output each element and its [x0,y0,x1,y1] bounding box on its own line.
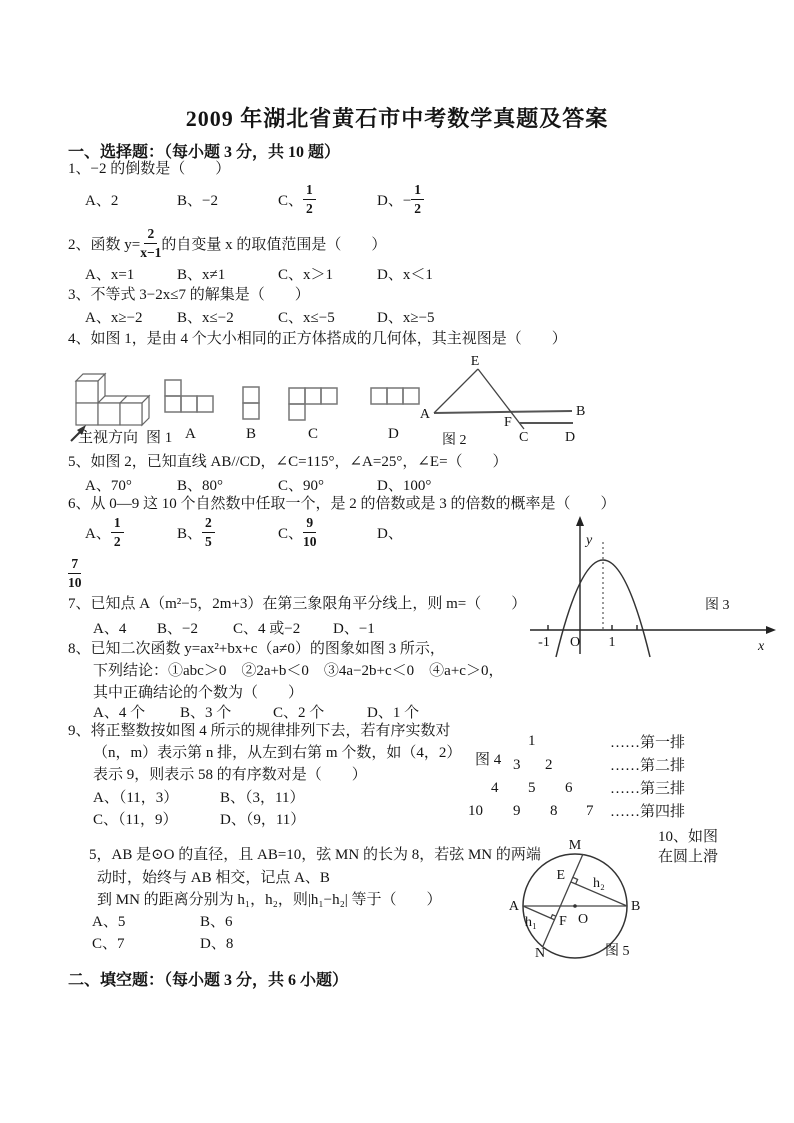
figure3-parabola [520,512,785,662]
q6-b-fraction: $\frac{2}{5}$ [202,515,215,549]
q10-option-d: D、8 [200,935,234,952]
q5-options [85,474,431,494]
q9-option-c: C、（11，9） [93,811,178,828]
figure2-triangle [420,352,600,447]
q3-stem: 3、不等式 3−2x≤7 的解集是（ ） [68,287,310,303]
q1-option-b: B、−2 [177,192,218,209]
q10-options-row2 [92,932,233,952]
fig5-point-n: N [535,946,546,961]
fig3-tick-1: 1 [608,635,616,650]
q8-line2: 下列结论：①abc＞0 ②2a+b＜0 ③4a−2b+c＜0 ④a+c＞0， [93,663,504,679]
fig4-row1-label: ……第一排 [610,735,686,751]
q6-wrapped-fraction: $\frac{7}{10}$ [68,556,82,590]
q3-option-c: C、x≤−5 [278,309,335,326]
fig4-row4-label: ……第四排 [610,804,686,820]
fig2-point-e: E [470,354,480,369]
fig5-point-f: F [559,914,567,929]
fig-option-b-label: B [246,426,257,442]
fig2-point-b: B [576,404,586,419]
q7-options [93,617,375,637]
figure5-circle [505,832,665,967]
q3-options [85,306,435,326]
q9-line2: （n，m）表示第 n 排，从左到右第 m 个数，如（4，2） [93,745,462,761]
fig4-row2-label: ……第二排 [610,758,686,774]
q9-options-row1 [93,786,304,806]
fig5-point-m: M [568,838,582,853]
q2-option-a: A、x=1 [85,266,135,283]
fig3-tick-neg1: -1 [538,635,550,650]
fig3-x-label: x [758,639,765,654]
q10-option-c: C、7 [92,935,125,952]
fig4-n3: 3 [513,757,521,773]
q7-option-d: D、−1 [333,620,375,637]
q9-line3: 表示 9，则表示 58 的有序数对是（ ） [93,767,367,783]
q6-option-d: D、 [377,525,403,542]
q1-d-fraction: $\frac{1}{2}$ [411,182,424,216]
fig4-caption: 图 4 [475,752,502,768]
q9-option-a: A、（11，3） [93,789,179,806]
q1-option-a: A、2 [85,192,119,209]
x-axis-arrow-icon [766,626,776,634]
fig3-y-label: y [586,533,593,548]
fig-option-a-label: A [185,426,196,442]
y-axis-arrow-icon [576,516,584,526]
q9-options-row2 [93,808,305,828]
q1-c-fraction: $\frac{1}{2}$ [303,182,316,216]
page-title: 2009 年湖北省黄石市中考数学真题及答案 [185,106,609,131]
q8-option-a: A、4 个 [93,704,146,721]
q8-line1: 8、已知二次函数 y=ax²+bx+c（a≠0）的图象如图 3 所示， [68,641,445,657]
fig4-n5: 5 [528,780,536,796]
fig2-point-a: A [419,407,430,422]
q9-line1: 9、将正整数按如图 4 所示的规律排列下去，若有序实数对 [68,723,451,739]
option-b-shape [242,386,262,422]
fig5-point-o: O [578,912,589,927]
section1-header: 一、选择题：（每小题 3 分，共 10 题） [68,144,341,161]
fig4-n6: 6 [565,780,573,796]
fig5-caption: 图 5 [605,944,630,959]
q10-options-row1 [92,910,233,930]
q6-option-b: B、 $\frac{2}{5}$ [177,515,278,549]
fig4-n9: 9 [513,803,521,819]
q10-line3: 到 MN 的距离分别为 h₁，h₂，则|h₁−h₂| 等于（ ） [97,892,442,908]
q5-option-a: A、70° [85,477,132,494]
q6-stem: 6、从 0—9 这 10 个自然数中任取一个，是 2 的倍数或是 3 的倍数的概率是（ ） [68,496,616,512]
q7-option-c: C、4 或−2 [233,620,301,637]
fig3-caption: 图 3 [705,598,730,613]
q2-option-b: B、x≠1 [177,266,226,283]
fig3-origin: O [570,635,581,650]
fig1-caption: 图 1 [146,430,173,446]
option-c-shape [288,387,340,423]
fig2-point-c: C [519,430,529,445]
q10-side-text1: 10、如图 [658,829,719,845]
q6-option-c: C、 $\frac{9}{10}$ [278,514,317,549]
fig-option-c-label: C [308,426,319,442]
fig4-n4: 4 [491,780,499,796]
fig4-n10: 10 [468,803,483,819]
fig5-h2-label: h₂ [593,876,605,891]
q8-line3: 其中正确结论的个数为（ ） [93,685,304,701]
q10-option-b: B、6 [200,913,233,930]
q6-option-a: A、 $\frac{1}{2}$ [85,515,177,549]
q4-stem: 4、如图 1，是由 4 个大小相同的正方体搭成的几何体，其主视图是（ ） [68,331,567,347]
fig2-caption: 图 2 [442,433,467,448]
q7-option-a: A、4 [93,620,127,637]
q2-stem: 2、函数 y= $\frac{2}{x-1}$ 的自变量 x 的取值范围是（ ） [68,225,387,260]
fig1-arrow-label: 主视方向 [78,430,139,446]
q5-option-b: B、80° [177,477,224,494]
q1-options [85,182,424,216]
fig4-n7: 7 [586,803,594,819]
fig4-n1: 1 [528,733,536,749]
q2-options [85,263,433,283]
fig5-point-a: A [508,899,519,914]
q6-options [85,514,403,550]
q8-option-d: D、1 个 [367,704,420,721]
q3-option-b: B、x≤−2 [177,309,234,326]
q10-line1: 5，AB 是⊙O 的直径，且 AB=10，弦 MN 的长为 8，若弦 MN 的两端 [89,847,541,863]
q2-fraction: $\frac{2}{x-1}$ [140,225,162,260]
q9-option-b: B、（3，11） [220,789,305,806]
option-a-shape [164,379,216,415]
q2-option-d: D、x＜1 [377,266,433,283]
fig5-point-e: E [556,868,565,883]
fig5-point-b: B [631,899,641,914]
q3-option-d: D、x≥−5 [377,309,435,326]
q7-option-b: B、−2 [157,620,198,637]
q5-option-d: D、100° [377,477,432,494]
q5-stem: 5、如图 2，已知直线 AB//CD，∠C=115°，∠A=25°，∠E=（ ） [68,454,508,470]
fig-option-d-label: D [388,426,399,442]
q6-a-fraction: $\frac{1}{2}$ [111,515,124,549]
fig4-n8: 8 [550,803,558,819]
q8-option-c: C、2 个 [273,704,325,721]
q2-option-c: C、x＞1 [278,266,334,283]
q6-c-fraction: $\frac{9}{10}$ [303,514,317,549]
q1-option-d: D、− $\frac{1}{2}$ [377,182,424,216]
fig2-point-f: F [504,415,512,430]
q5-option-c: C、90° [278,477,325,494]
option-d-shape [370,387,422,407]
q10-option-a: A、5 [92,913,126,930]
q1-stem: 1、−2 的倒数是（ ） [68,161,231,177]
fig4-row3-label: ……第三排 [610,781,686,797]
q7-stem: 7、已知点 A（m²−5，2m+3）在第三象限角平分线上，则 m=（ ） [68,596,527,612]
q1-option-c: C、 $\frac{1}{2}$ [278,182,377,216]
section2-header: 二、填空题：（每小题 3 分，共 6 小题） [68,972,349,989]
q8-options [93,701,419,721]
q8-option-b: B、3 个 [180,704,232,721]
fig2-point-d: D [565,430,576,445]
q3-option-a: A、x≥−2 [85,309,143,326]
q9-option-d: D、（9，11） [220,811,306,828]
q10-side-text2: 在圆上滑 [658,849,719,865]
fig5-h1-label: h₁ [525,915,537,930]
fig4-n2: 2 [545,757,553,773]
q10-line2: 动时，始终与 AB 相交，记点 A、B [97,870,330,886]
